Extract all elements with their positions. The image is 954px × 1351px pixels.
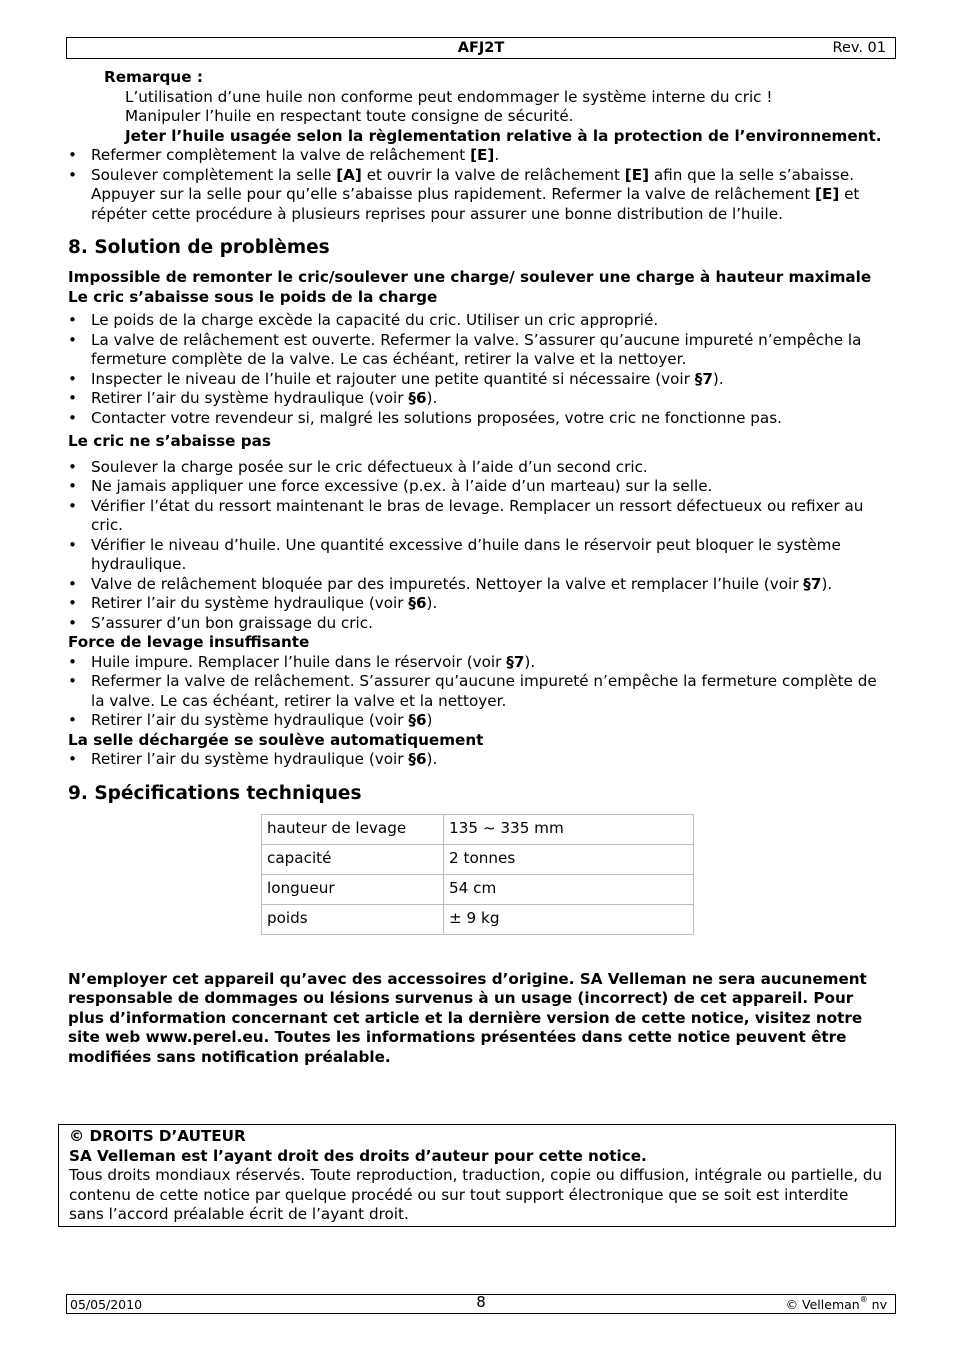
spec-label: poids [262,904,444,934]
spec-value: 135 ~ 335 mm [444,814,694,844]
list-item: • Retirer l’air du système hydraulique (voir §6). [68,750,894,770]
section-heading: 8. Solution de problèmes [68,237,330,258]
section-heading: 9. Spécifications techniques [68,782,362,804]
spec-value: 2 tonnes [444,844,694,874]
list-item: • Soulever la charge posée sur le cric défectueux à l’aide d’un second cric. [68,458,894,478]
spec-label: hauteur de levage [262,814,444,844]
solution-list [68,311,894,428]
list-item: • Contacter votre revendeur si, malgré les solutions proposées, votre cric ne fonctionne pas. [68,409,894,429]
disclaimer: N’employer cet appareil qu’avec des accessoires d’origine. SA Velleman ne sera aucunement responsable de dommages ou lésions survenus à un usage (incorrect) de cet appareil. Pour plus d’information concernant cet article et la dernière version de cette notice, visitez notre site web www.perel.eu. Toutes les informations présentées dans cette notice peuvent être modifiées sans notification préalable. [68,969,867,1066]
copyright-box [58,1124,896,1227]
main-content [68,68,894,1067]
list-item: • Retirer l’air du système hydraulique (voir §6) [68,711,894,731]
solution-list [68,653,894,731]
model-number: AFJ2T [457,40,505,56]
spec-value: ± 9 kg [444,904,694,934]
spec-table [261,814,694,935]
page-footer [66,1294,896,1314]
list-item: • Valve de relâchement bloquée par des impuretés. Nettoyer la valve et remplacer l’huile (voir §7). [68,575,894,595]
list-item: • La valve de relâchement est ouverte. Refermer la valve. S’assurer qu’aucune impureté n’empêche la fermeture complète de la valve. Le cas échéant, retirer la valve et la nettoyer. [68,331,894,370]
list-item: • Inspecter le niveau de l’huile et rajouter une petite quantité si nécessaire (voir §7). [68,370,894,390]
problem-heading: Force de levage insuffisante [68,633,310,651]
table-row [262,844,694,874]
list-item: • Soulever complètement la selle [A] et ouvrir la valve de relâchement [E] afin que la selle s’abaisse. Appuyer sur la selle pour qu’elle s’abaisse plus rapidement. Refermer la valve de relâchement [E] et répéter cette procédure à plusieurs reprises pour assurer une bonne distribution de l’huile. [68,166,894,225]
list-item: • Retirer l’air du système hydraulique (voir §6). [68,594,894,614]
note-title: Remarque : [104,68,203,86]
spec-label: longueur [262,874,444,904]
list-item: • Huile impure. Remplacer l’huile dans le réservoir (voir §7). [68,653,894,673]
page-number: 8 [476,1293,486,1311]
list-item: • Vérifier le niveau d’huile. Une quantité excessive d’huile dans le réservoir peut bloquer le système hydraulique. [68,536,894,575]
footer-date: 05/05/2010 [70,1297,143,1312]
page-header [66,37,896,59]
copyright-text: Tous droits mondiaux réservés. Toute reproduction, traduction, copie ou diffusion, intégrale ou partielle, du contenu de cette notice par quelque procédé ou sur tout support électronique que se soit est interdite sans l’accord préalable écrit de l’ayant droit. [69,1166,883,1223]
problem-heading: Impossible de remonter le cric/soulever une charge/ soulever une charge à hauteur maximale [68,268,872,286]
note-line: L’utilisation d’une huile non conforme peut endommager le système interne du cric ! [125,87,773,106]
spec-label: capacité [262,844,444,874]
list-item: • Ne jamais appliquer une force excessive (p.ex. à l’aide d’un marteau) sur la selle. [68,477,894,497]
list-item: • S’assurer d’un bon graissage du cric. [68,614,894,634]
copyright-title: © DROITS D’AUTEUR [69,1127,246,1145]
problem-heading: Le cric ne s’abaisse pas [68,432,271,450]
solution-list [68,750,894,770]
note-line: Manipuler l’huile en respectant toute consigne de sécurité. [125,107,574,125]
copyright-owner: SA Velleman est l’ayant droit des droits d’auteur pour cette notice. [69,1146,647,1165]
problem-heading: Le cric s’abaisse sous le poids de la charge [68,287,438,306]
list-item: • Retirer l’air du système hydraulique (voir §6). [68,389,894,409]
list-item: • Refermer la valve de relâchement. S’assurer qu’aucune impureté n’empêche la fermeture complète de la valve. Le cas échéant, retirer la valve et la nettoyer. [68,672,894,711]
problem-heading: La selle déchargée se soulève automatiquement [68,730,484,749]
note-warning: Jeter l’huile usagée selon la règlementation relative à la protection de l’environnement. [125,126,882,145]
list-item: • Le poids de la charge excède la capacité du cric. Utiliser un cric approprié. [68,311,894,331]
spec-value: 54 cm [444,874,694,904]
solution-list [68,458,894,634]
list-item: • Vérifier l’état du ressort maintenant le bras de levage. Remplacer un ressort défectueux ou refixer au cric. [68,497,894,536]
table-row [262,874,694,904]
revision: Rev. 01 [832,40,886,56]
list-item: • Refermer complètement la valve de relâchement [E]. [68,146,894,166]
table-row [262,904,694,934]
footer-brand: © Velleman® nv [785,1295,887,1312]
table-row [262,814,694,844]
procedure-list [68,146,894,224]
